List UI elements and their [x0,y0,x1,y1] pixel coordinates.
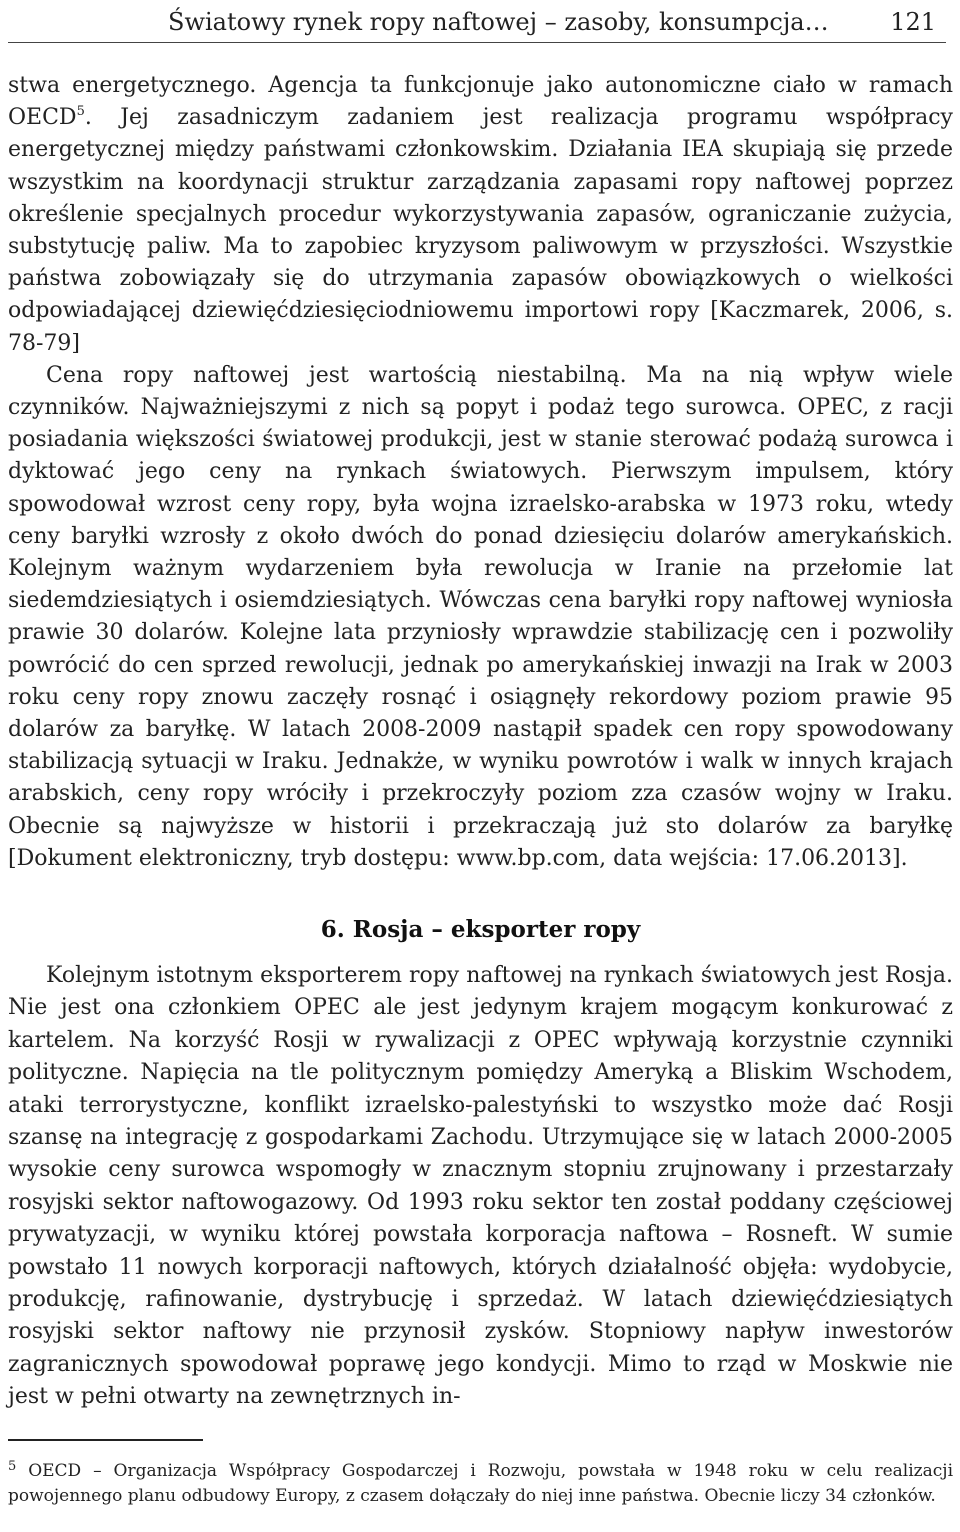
running-header [8,4,946,43]
body-text [8,70,953,875]
paragraph-iea-text-end: . Jej zasadniczym zadaniem jest realizacja programu współpracy energetycznej między państwami członkowskim. Działania IEA skupiają się przede wszystkim na koordynacji struktur zarządzania zapasami ropy naftowej poprzez określenie specjalnych procedur wykorzystywania zapasów, ograniczanie zużycia, substytucję paliw. Ma to zapobiec kryzysom paliwowym w przyszłości. Wszystkie państwa zobowiązały się do utrzymania zapasów obowiązkowych o wielkości odpowiadającej dziewięćdziesięciodniowemu importowi ropy [Kaczmarek, 2006, s. 78-79] [8,105,953,356]
footnote [8,1459,953,1509]
paragraph-oil-price: Cena ropy naftowej jest wartością niestabilną. Ma na nią wpływ wiele czynników. Najważniejszymi z nich są popyt i podaż tego surowca. OPEC, z racji posiadania większości światowej produkcji, jest w stanie sterować podażą surowca i dyktować jego ceny na rynkach światowych. Pierwszym impulsem, który spowodował wzrost ceny ropy, była wojna izraelsko-arabska w 1973 roku, wtedy ceny baryłki wzrosły z około dwóch do ponad dziesięciu dolarów amerykańskich. Kolejnym ważnym wydarzeniem była rewolucja w Iranie na przełomie lat siedemdziesiątych i osiemdziesiątych. Wówczas cena baryłki ropy naftowej wyniosła prawie 30 dolarów. Kolejne lata przyniosły wprawdzie stabilizację cen i pozwoliły powrócić do cen sprzed rewolucji, jednak po amerykańskiej inwazji na Irak w 2003 roku ceny ropy znowu zaczęły rosnąć i osiągnęły rekordowy poziom prawie 95 dolarów za baryłkę. W latach 2008-2009 nastąpił spadek cen ropy spowodowany stabilizacją sytuacji w Iraku. Jednakże, w wyniku powrotów i walk w innych krajach arabskich, ceny ropy wróciły i przekroczyły poziom zza czasów wojny w Iraku. Obecnie są najwyższe w historii i przekraczają już sto dolarów za baryłkę [Dokument elektroniczny, tryb dostępu: www.bp.com, data wejścia: 17.06.2013]. [8,362,953,871]
footnote-text: OECD – Organizacja Współpracy Gospodarczej i Rozwoju, powstała w 1948 roku w celu realizacji powojennego planu odbudowy Europy, z czasem dołączały do niej inne państwa. Obecnie liczy 34 członków. [8,1461,954,1506]
section-heading: 6. Rosja – eksporter ropy [320,916,641,944]
paragraph-iea-text-start: stwa energetycznego. Agencja ta funkcjonuje jako autonomiczne ciało w ramach OECD [8,73,953,131]
section-body [8,960,953,1414]
footnote-number: 5 [8,1459,17,1474]
page-number: 121 [890,8,936,36]
paragraph-iea [8,70,953,360]
paragraph-russia: Kolejnym istotnym eksporterem ropy naftowej na rynkach światowych jest Rosja. Nie jest ona członkiem OPEC ale jest jedynym krajem mogącym konkurować z kartelem. Na korzyść Rosji w rywalizacji z OPEC wpływają korzystnie czynniki polityczne. Napięcia na tle politycznym pomiędzy Ameryką a Bliskim Wschodem, ataki terrorystyczne, konflikt izraelsko-palestyński to wszystko może dać Rosji szansę na integrację z gospodarkami Zachodu. Utrzymujące się w latach 2000-2005 wysokie ceny surowca wspomogły w znacznym stopniu zrujnowany i przestarzały rosyjski sektor naftowogazowy. Od 1993 roku sektor ten został poddany częściowej prywatyzacji, w wyniku której powstała korporacja naftowa – Rosneft. W sumie powstało 11 nowych korporacji naftowych, których działalność objęła: wydobycie, produkcję, rafinowanie, dystrybucję i sprzedaż. W latach dziewięćdziesiątych rosyjski sektor naftowy nie przynosił zysków. Stopniowy napływ inwestorów zagranicznych spowodował poprawę jego kondycji. Mimo to rząd w Moskwie nie jest w pełni otwarty na zewnętrznych in- [8,963,953,1410]
footnote-reference: 5 [76,104,85,120]
footnote-divider [8,1439,203,1441]
running-title: Światowy rynek ropy naftowej – zasoby, konsumpcja… [168,8,829,36]
